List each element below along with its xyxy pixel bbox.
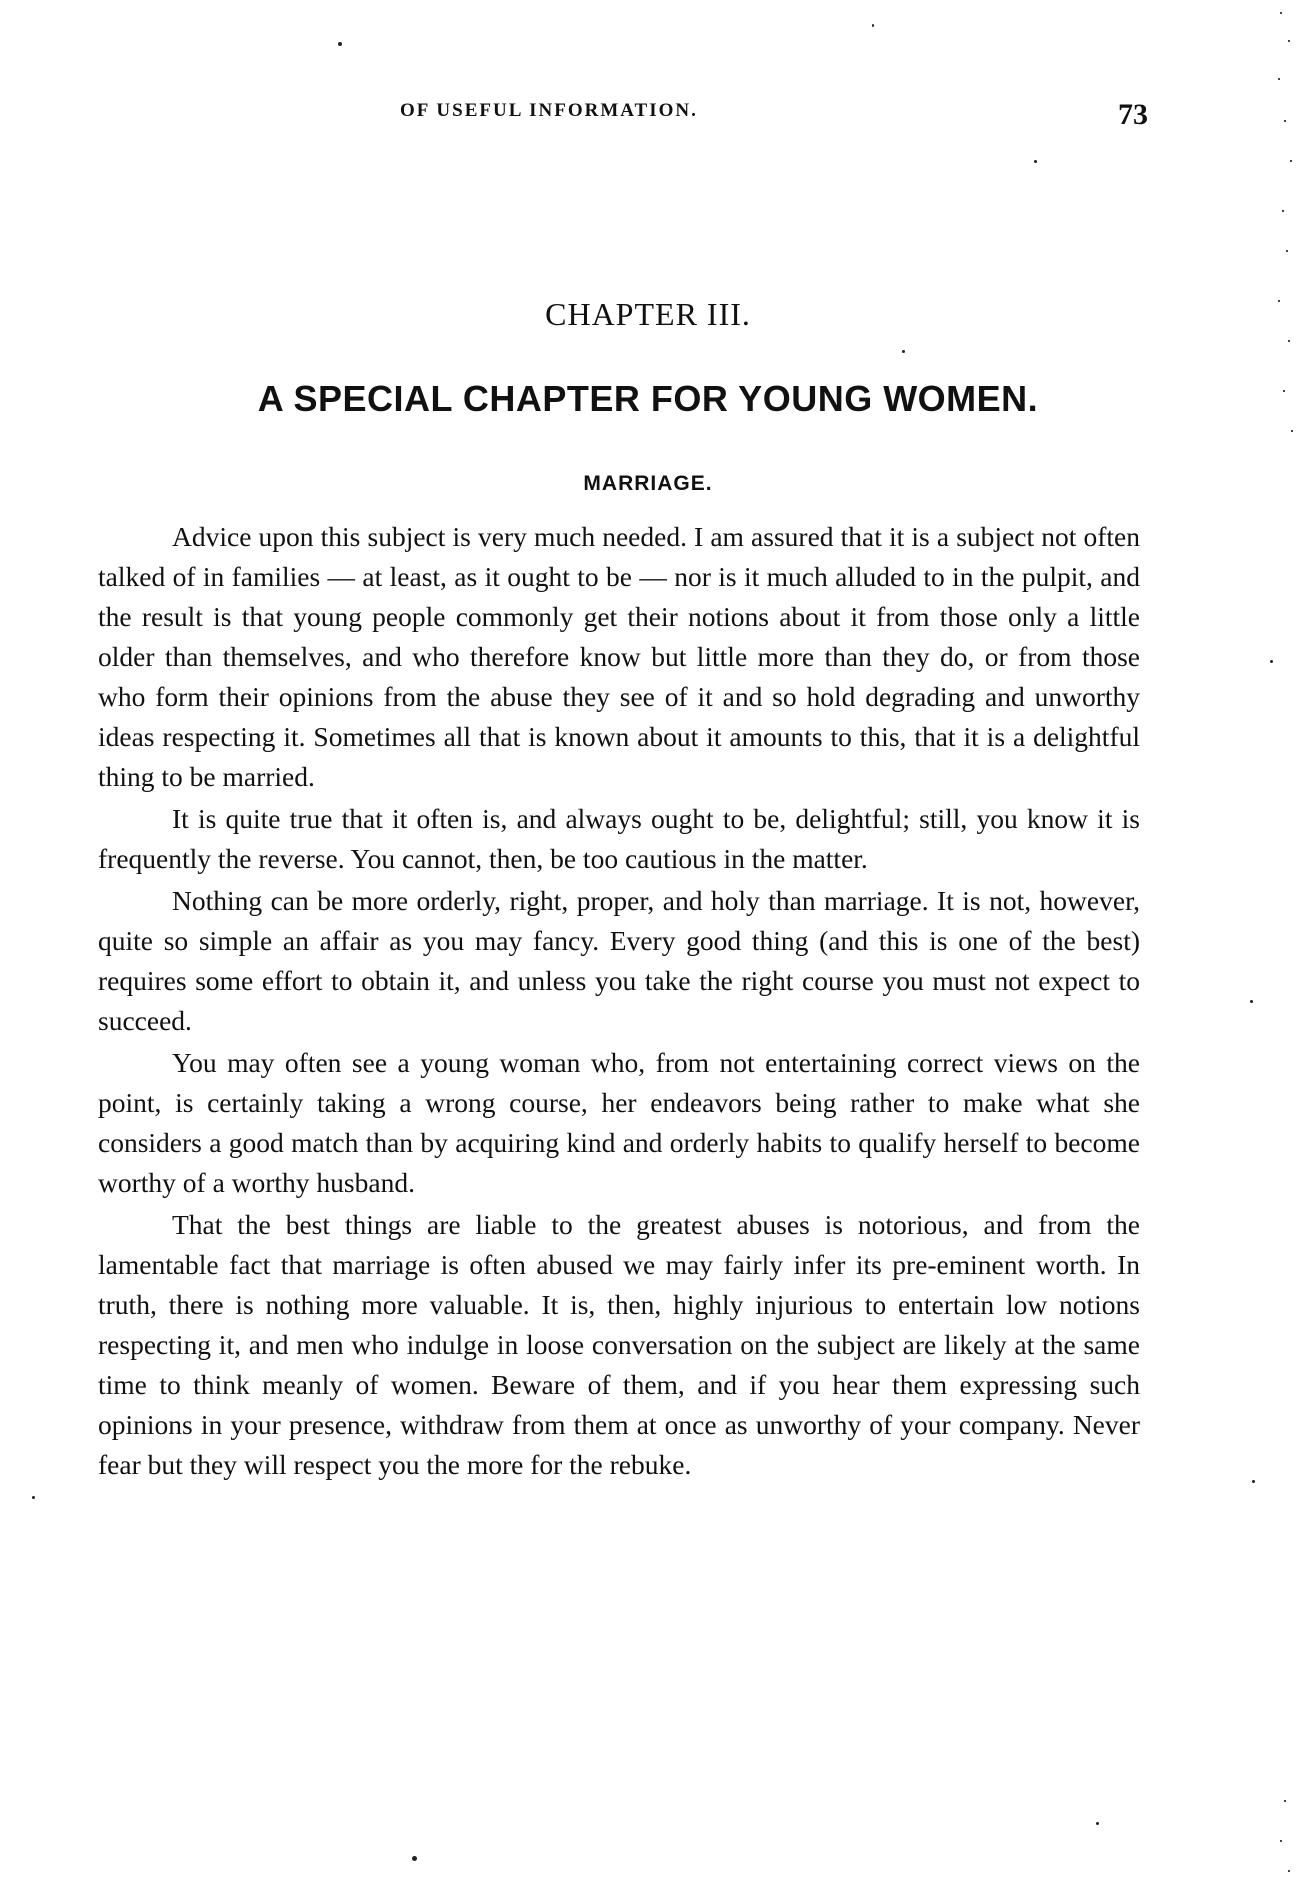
scan-speck xyxy=(1250,1000,1253,1003)
paragraph: It is quite true that it often is, and always ought to be, delightful; still, you know it is frequently the reverse. You cannot, then, be too cautious in the matter. xyxy=(98,803,1140,874)
scan-speck xyxy=(338,42,342,46)
scan-speck xyxy=(32,1496,35,1499)
scan-speck xyxy=(902,350,905,353)
page-number: 73 xyxy=(1118,98,1148,131)
paragraph: Nothing can be more orderly, right, proper, and holy than marriage. It is not, however, quite so simple an affair as you may fancy. Every good thing (and this is one of the best) requires some effort to obtain it, and unless you take the right course you must not expect to succeed. xyxy=(98,885,1140,1036)
scan-edge-noise xyxy=(1274,0,1296,1900)
scan-speck xyxy=(1270,660,1273,663)
scan-speck xyxy=(1252,1480,1255,1483)
running-head: OF USEFUL INFORMATION. xyxy=(400,100,698,121)
scan-speck xyxy=(872,24,874,27)
paragraph: That the best things are liable to the greatest abuses is notorious, and from the lamentable fact that marriage is often abused we may fairly infer its pre-eminent worth. In truth, there is nothing more valuable. It is, then, highly injurious to entertain low notions respecting it, and men who indulge in loose conversation on the subject are likely at the same time to think meanly of women. Beware of them, and if you hear them expressing such opinions in your presence, withdraw from them at once as unworthy of your company. Never fear but they will respect you the more for the rebuke. xyxy=(98,1209,1140,1480)
body-text xyxy=(98,517,1140,1485)
chapter-title: A SPECIAL CHAPTER FOR YOUNG WOMEN. xyxy=(257,378,1039,419)
paragraph: Advice upon this subject is very much needed. I am assured that it is a subject not often talked of in families — at least, as it ought to be — nor is it much alluded to in the pulpit, and the result is that young people commonly get their notions about it from those only a little older than themselves, and who therefore know but little more than they do, or from those who form their opinions from the abuse they see of it and so hold degrading and unworthy ideas respecting it. Sometimes all that is known about it amounts to this, that it is a delightful thing to be married. xyxy=(98,521,1140,792)
scan-speck xyxy=(1034,160,1037,163)
section-heading: MARRIAGE. xyxy=(583,472,713,495)
paragraph: You may often see a young woman who, from not entertaining correct views on the point, is certainly taking a wrong course, her endeavors being rather to make what she considers a good match than by acquiring kind and orderly habits to qualify herself to become worthy of a worthy husband. xyxy=(98,1047,1140,1198)
chapter-number: CHAPTER III. xyxy=(545,296,751,332)
scan-speck xyxy=(1096,1822,1099,1825)
scan-speck xyxy=(412,1856,417,1861)
